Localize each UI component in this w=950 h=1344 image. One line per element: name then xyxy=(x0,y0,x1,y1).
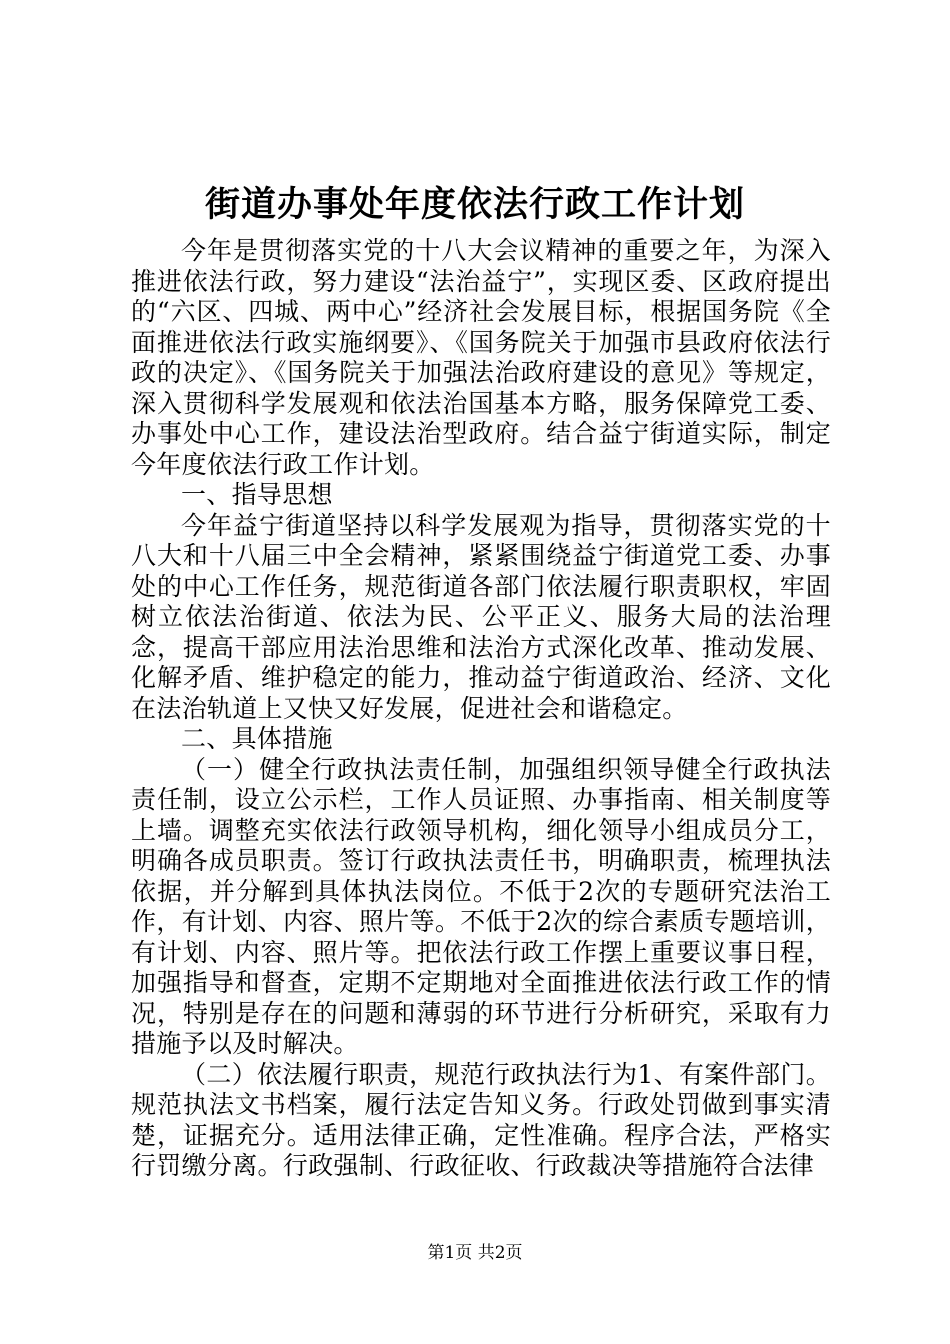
document-title: 街道办事处年度依法行政工作计划 xyxy=(204,184,745,225)
page-footer: 第1页 共2页 xyxy=(427,1243,523,1263)
measure-2-paragraph: （二）依法履行职责，规范行政执法行为1、有案件部门。规范执法文书档案，履行法定告知义务。行政处罚做到事实清楚，证据充分。适用法律正确，定性准确。程序合法，严格实行罚缴分离。行政强制、行政征收、行政裁决等措施符合法律 xyxy=(131,1059,831,1180)
document-body xyxy=(131,236,831,1182)
intro-paragraph: 今年是贯彻落实党的十八大会议精神的重要之年，为深入推进依法行政，努力建设“法治益宁”，实现区委、区政府提出的“六区、四城、两中心”经济社会发展目标，根据国务院《全面推进依法行政实施纲要》、《国务院关于加强市县政府依法行政的决定》、《国务院关于加强法治政府建设的意见》等规定，深入贯彻科学发展观和依法治国基本方略，服务保障党工委、办事处中心工作，建设法治型政府。结合益宁街道实际，制定今年度依法行政工作计划。 xyxy=(131,236,831,479)
section-heading-guiding-ideology: 一、指导思想 xyxy=(181,480,333,509)
measure-1-paragraph: （一）健全行政执法责任制，加强组织领导健全行政执法责任制，设立公示栏，工作人员证照、办事指南、相关制度等上墙。调整充实依法行政领导机构，细化领导小组成员分工，明确各成员职责。签订行政执法责任书，明确职责，梳理执法依据，并分解到具体执法岗位。不低于2次的专题研究法治工作，有计划、内容、照片等。不低于2次的综合素质专题培训，有计划、内容、照片等。把依法行政工作摆上重要议事日程，加强指导和督查，定期不定期地对全面推进依法行政工作的情况，特别是存在的问题和薄弱的环节进行分析研究，采取有力措施予以及时解决。 xyxy=(131,754,831,1058)
guiding-ideology-paragraph: 今年益宁街道坚持以科学发展观为指导，贯彻落实党的十八大和十八届三中全会精神，紧紧围绕益宁街道党工委、办事处的中心工作任务，规范街道各部门依法履行职责职权，牢固树立依法治街道、依法为民、公平正义、服务大局的法治理念，提高干部应用法治思维和法治方式深化改革、推动发展、化解矛盾、维护稳定的能力，推动益宁街道政治、经济、文化在法治轨道上又快又好发展，促进社会和谐稳定。 xyxy=(131,510,831,723)
section-heading-specific-measures: 二、具体措施 xyxy=(181,724,333,753)
